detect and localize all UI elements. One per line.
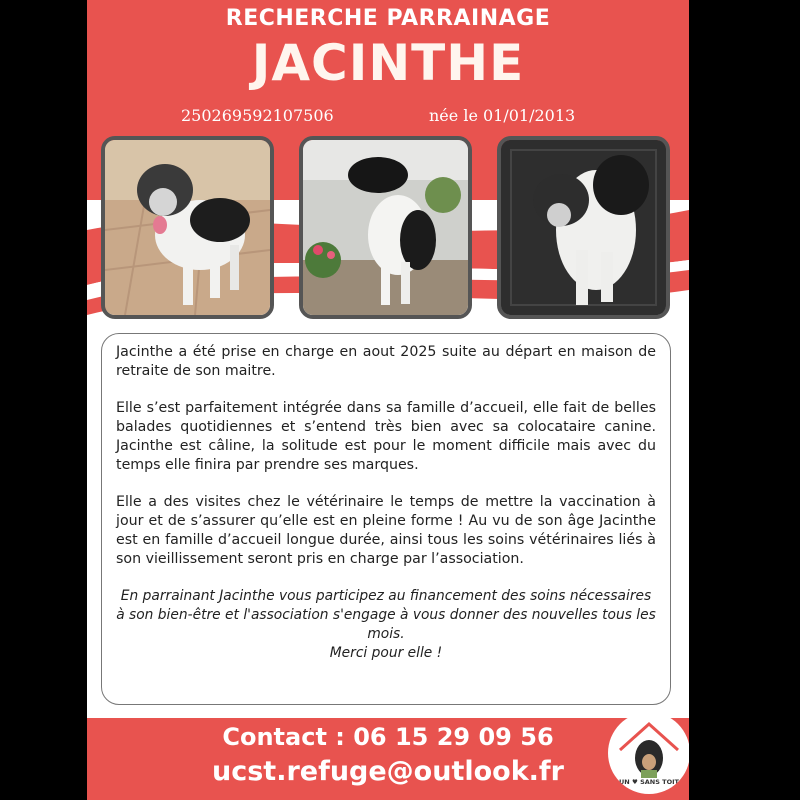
dog-photo-lying — [501, 140, 666, 315]
thanks-note: Merci pour elle ! — [329, 645, 443, 661]
adoption-poster — [87, 0, 689, 800]
dog-photo-tiled-floor — [105, 140, 270, 315]
dog-photo-3 — [497, 136, 670, 319]
dog-name-title: JACINTHE — [251, 34, 525, 92]
sponsorship-note: En parrainant Jacinthe vous participez au financement des soins nécessaires à son bien-être et l'association s'engage à vous donner des nouvelles tous les mois. — [116, 588, 656, 642]
poster-subtitle: RECHERCHE PARRAINAGE — [225, 6, 551, 31]
dog-photo-2 — [299, 136, 472, 319]
dog-photo-1 — [101, 136, 274, 319]
logo-label: UN ♥ SANS TOIT — [619, 778, 679, 786]
contact-phone[interactable]: Contact : 06 15 29 09 56 — [222, 723, 554, 751]
description-paragraph-2: Elle s’est parfaitement intégrée dans sa famille d’accueil, elle fait de belles balades quotidiennes et s’entend très bien avec sa colocataire canine. Jacinthe est câline, la solitude est pour le moment difficile mais avec du temps elle finira par prendre ses marques. — [116, 400, 656, 473]
shelter-logo — [608, 712, 689, 794]
description-paragraph-3: Elle a des visites chez le vétérinaire le temps de mettre la vaccination à jour et de s’assurer qu’elle est en pleine forme ! Au vu de son âge Jacinthe est en famille d’accueil longue durée, ainsi tous les soins vétérinaires liés à son vieillissement seront pris en charge par l’association. — [116, 494, 656, 567]
birth-date: née le 01/01/2013 — [429, 106, 576, 125]
contact-email[interactable]: ucst.refuge@outlook.fr — [211, 756, 564, 787]
dog-photo-garden — [303, 140, 468, 315]
description-paragraph-1: Jacinthe a été prise en charge en aout 2025 suite au départ en maison de retraite de son maitre. — [116, 344, 656, 379]
id-number: 250269592107506 — [181, 106, 334, 125]
footer-banner — [87, 718, 689, 800]
description-box — [101, 333, 671, 705]
